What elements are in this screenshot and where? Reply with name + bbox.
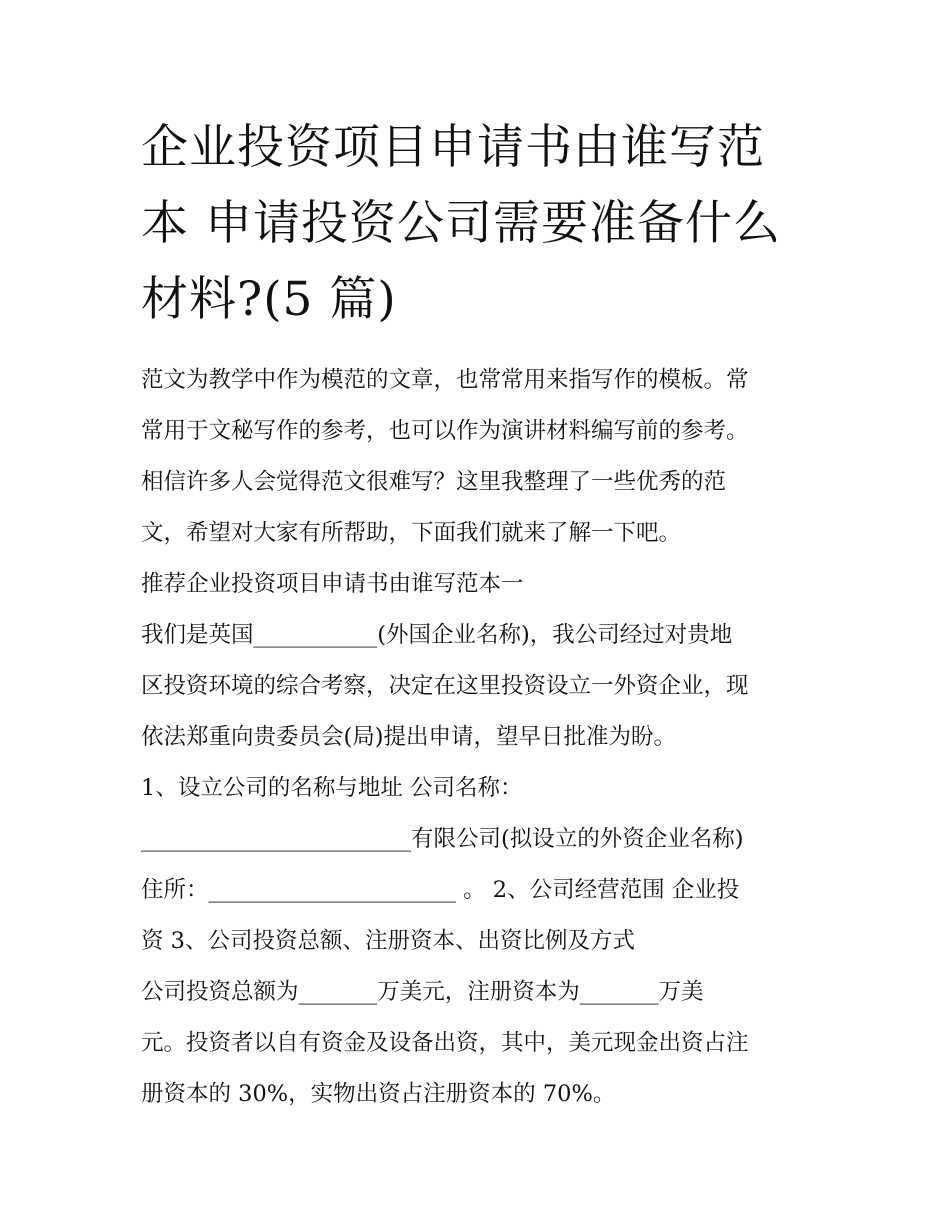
document-title [141,110,821,338]
section-heading: 推荐企业投资项目申请书由谁写范本一 [141,571,524,597]
body-line: 资 3、公司投资总额、注册资本、出资比例及方式 [141,928,635,954]
body-line: 相信许多人会觉得范文很难写？这里我整理了一些优秀的范 [141,469,727,495]
title-line: 企业投资项目申请书由谁写范 [141,120,765,175]
body-line: 1、设立公司的名称与地址 公司名称： [141,775,523,801]
title-line: 材料?(5 篇) [141,272,397,327]
body-line: 册资本的 30%，实物出资占注册资本的 70%。 [141,1081,616,1107]
body-line: 文，希望对大家有所帮助，下面我们就来了解一下吧。 [141,520,682,546]
body-line: 依法郑重向贵委员会(局)提出申请，望早日批准为盼。 [141,724,677,750]
body-line: ________________________有限公司(拟设立的外资企业名称) [141,826,744,852]
body-line: 区投资环境的综合考察，决定在这里投资设立一外资企业，现 [141,673,749,699]
body-line: 住所：______________________ 。 2、公司经营范围 企业投 [141,877,740,903]
body-line: 范文为教学中作为模范的文章，也常常用来指写作的模板。常 [141,367,749,393]
body-line: 常用于文秘写作的参考，也可以作为演讲材料编写前的参考。 [141,418,749,444]
document-page [141,110,821,1120]
title-line: 本 申请投资公司需要准备什么 [141,196,781,251]
document-body [141,355,821,1120]
body-line: 公司投资总额为_______万美元，注册资本为_______万美 [141,979,704,1005]
body-line: 元。投资者以自有资金及设备出资，其中，美元现金出资占注 [141,1030,749,1056]
body-line: 我们是英国___________(外国企业名称)，我公司经过对贵地 [141,622,733,648]
